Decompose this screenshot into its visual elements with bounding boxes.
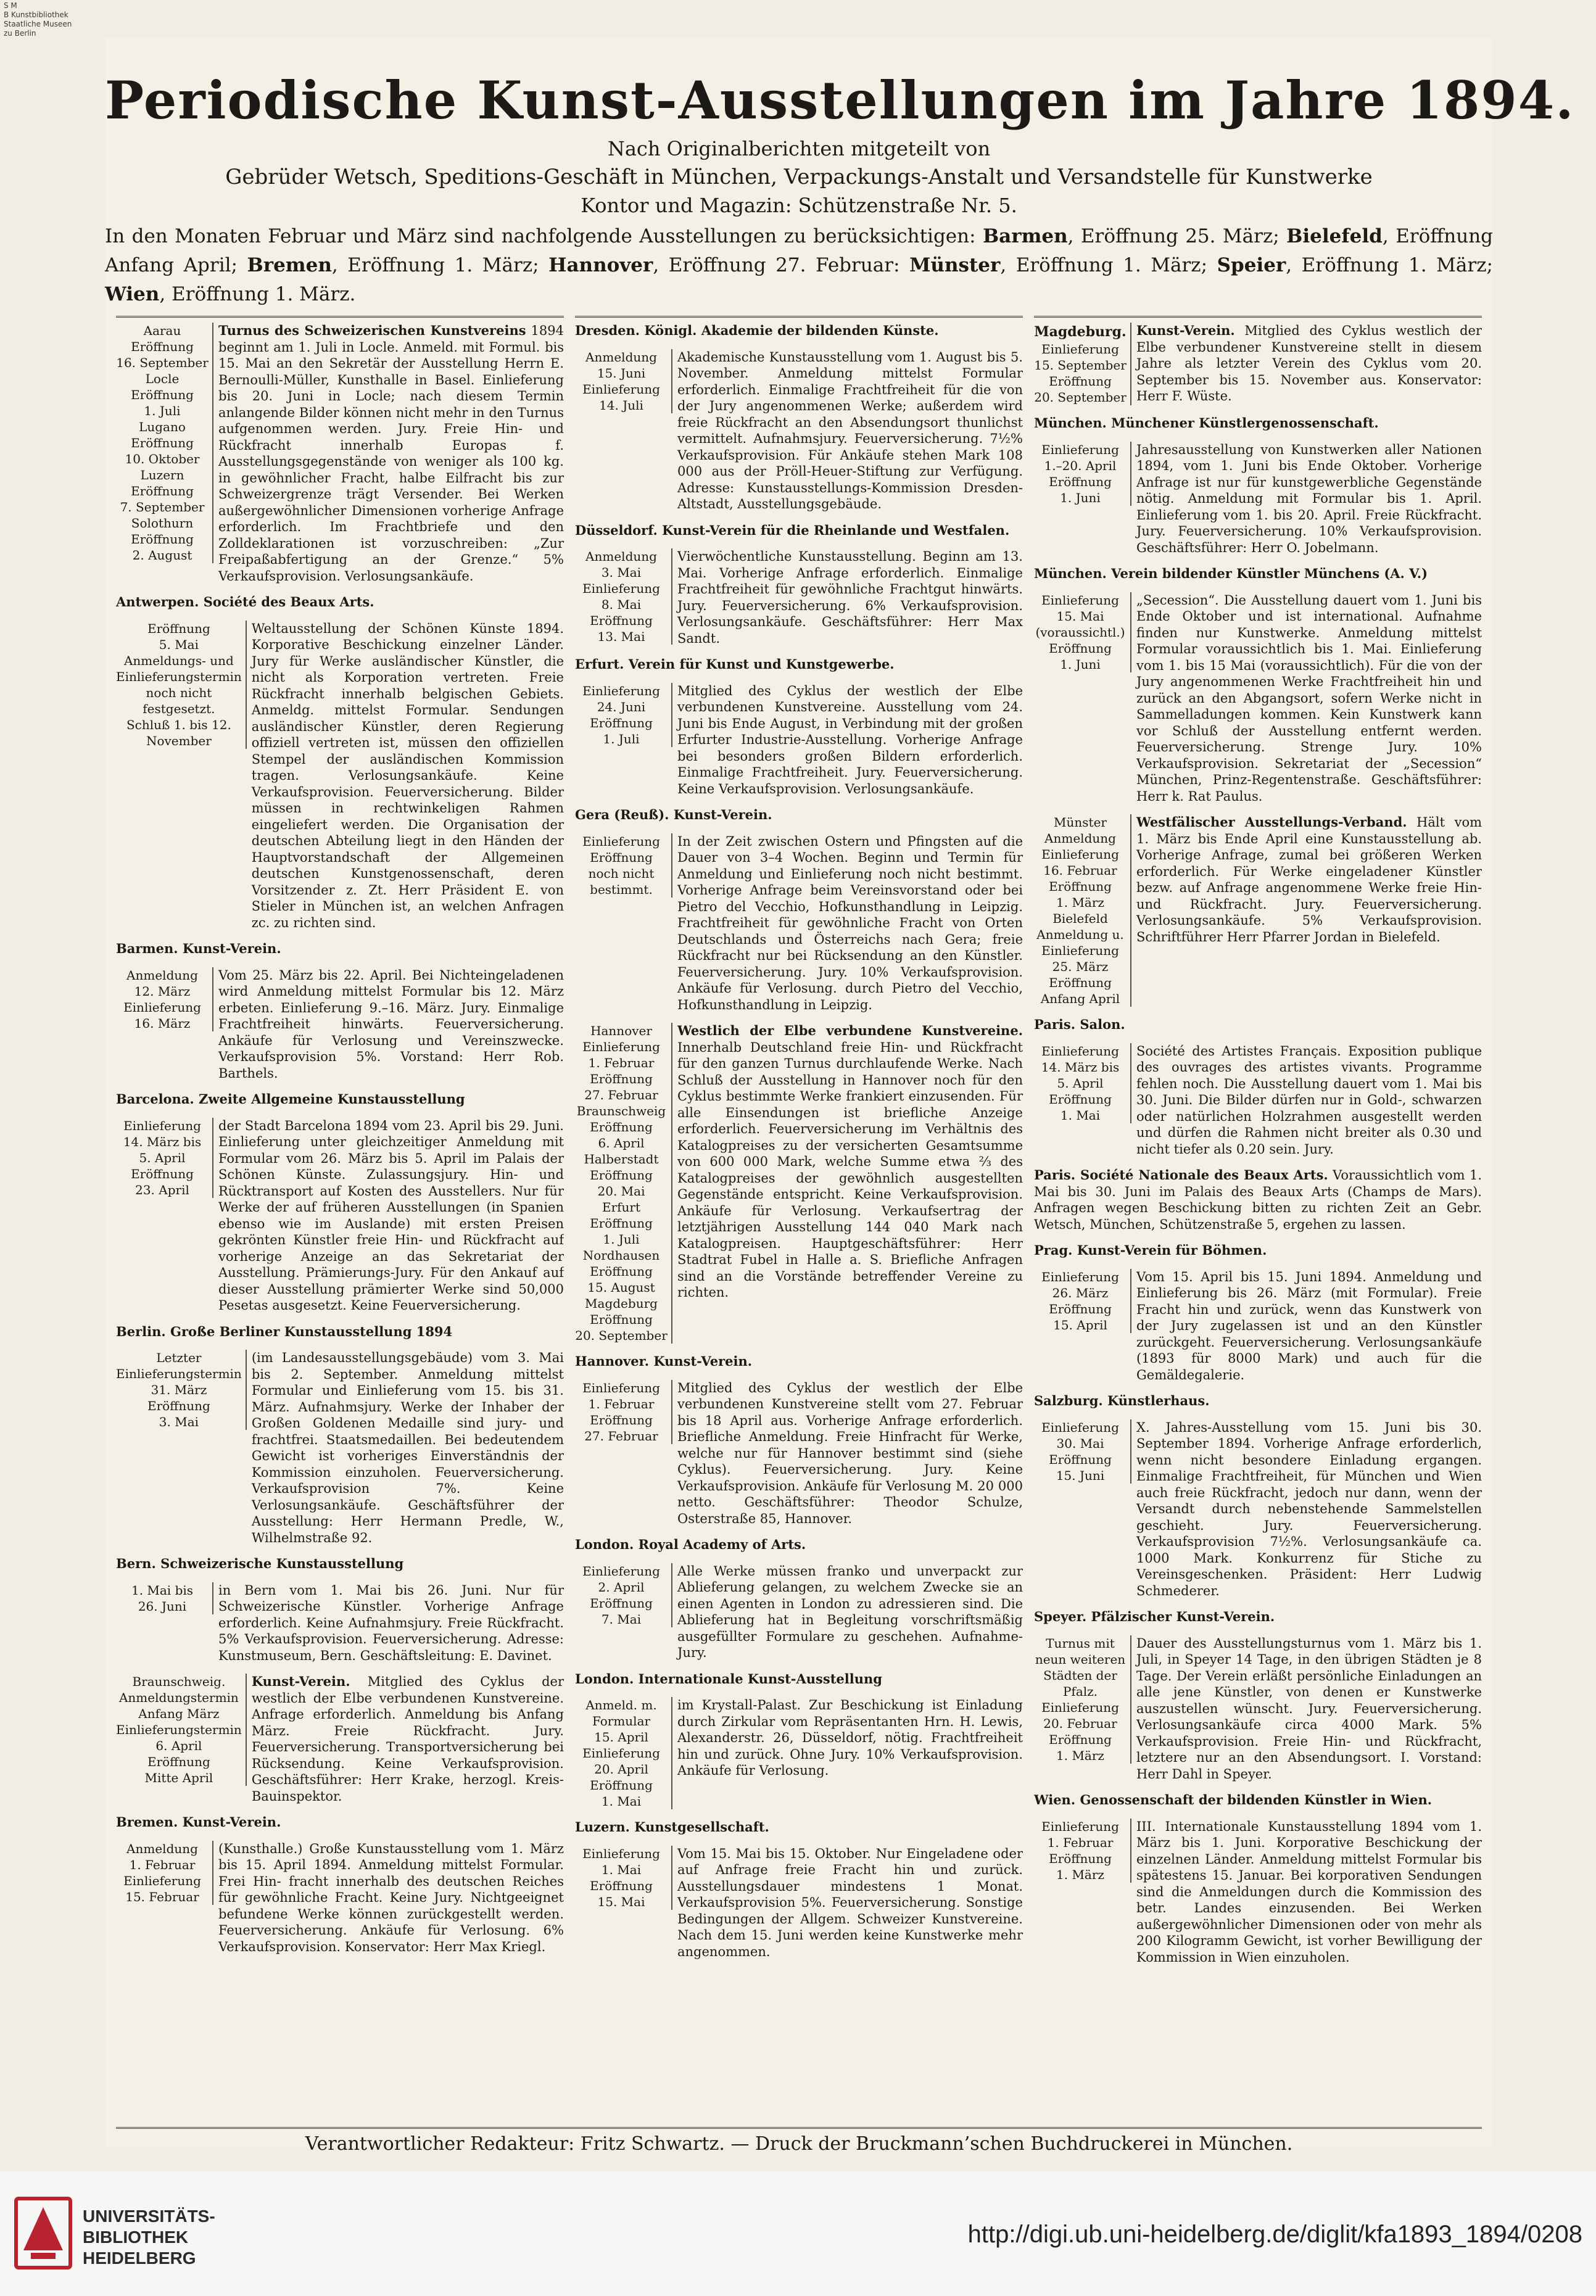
entry-dates [1034, 1635, 1131, 1764]
intro-city: Münster [909, 254, 1001, 276]
entry-body: Mitglied des Cyklus westlich der Elbe verbundener Kunstvereine stellt in diesem Jahre als letzter Verein des Cyklus vom 20. September bis 15. November aus. Konservator: Herr F. Wüste. [1136, 323, 1482, 403]
entry-london1-head [575, 1537, 1023, 1553]
entry-barcelona [116, 1118, 564, 1314]
entry-salzburg [1034, 1419, 1482, 1600]
entry-heading: Westfälischer Ausstellungs-Verband. [1136, 814, 1407, 830]
entry-dates-text: Münster Anmeldung Einlieferung 16. Februar Eröffnung 1. März Bielefeld Anmeldung u. Einlieferung 25. März Eröffnung Anfang April [1036, 815, 1124, 1006]
entry-paris1-head [1034, 1017, 1482, 1033]
intro-date: , Eröffnung 1. März; [1286, 254, 1493, 276]
entry-dates [116, 1350, 247, 1430]
entry-dates-text: 1. Mai bis 26. Juni [131, 1582, 194, 1614]
entry-barmen-head [116, 941, 564, 957]
entry-dates-text: Einlieferung 1. Februar Eröffnung 1. März [1041, 1819, 1119, 1882]
entry-text [1136, 323, 1482, 405]
entry-barcelona-head [116, 1091, 564, 1108]
intro-date: , Eröffnung Anfang April; [105, 225, 1493, 276]
intro-city: Hannover [548, 254, 653, 276]
entry-body: Alle Werke müssen franko und unverpackt zur Ablieferung gelangen, zu welchem Zwecke sie an einen Agenten in London zu adressieren sind. Die Ablieferung hat in Begleitung vorschriftsmäßig ausgefüllter Formulare zu geschehen. Aufnahme-Jury. [677, 1563, 1023, 1660]
subtitle: Nach Originalberichten mitgeteilt von [607, 137, 991, 160]
entry-muenchen2-head [1034, 566, 1482, 582]
entry-heading: Antwerpen. Société des Beaux Arts. [116, 594, 374, 609]
newspaper-page [105, 37, 1575, 2155]
entry-heading: Luzern. Kunstgesellschaft. [575, 1819, 769, 1835]
entry-dates-text: Braunschweig. Anmeldungstermin Anfang März Einlieferungstermin 6. April Eröffnung Mitte April [116, 1674, 242, 1785]
entry-dates-text: Letzter Einlieferungstermin 31. März Eröffnung 3. Mai [116, 1350, 242, 1429]
page-title: Periodische Kunst-Ausstellungen im Jahre 1894. [105, 70, 1575, 131]
entry-prag [1034, 1269, 1482, 1384]
entry-heading: Wien. Genossenschaft der bildenden Künstler in Wien. [1034, 1792, 1433, 1807]
entry-hannover [575, 1380, 1023, 1527]
entry-london2 [575, 1697, 1023, 1809]
entry-dates [116, 323, 213, 563]
entry-dates-text: Hannover Einlieferung 1. Februar Eröffnung 27. Februar Braunschweig Eröffnung 6. April Halberstadt Eröffnung 20. Mai Erfurt Eröffnung 1. Juli Nordhausen Eröffnung 15. August Magdeburg Eröffnung 20. September [575, 1023, 668, 1343]
entry-berlin-head [116, 1324, 564, 1340]
entry-dates-text: Anmeldung 15. Juni Einlieferung 14. Juli [582, 349, 660, 413]
footer-rule [116, 2127, 1482, 2129]
entry-text [1136, 814, 1482, 945]
library-name [83, 2206, 215, 2269]
entry-dates [575, 349, 672, 413]
entry-antwerpen-head [116, 594, 564, 611]
entry-speyer-head [1034, 1609, 1482, 1625]
entry-gera-head [575, 807, 1023, 824]
entry-dates [575, 833, 672, 898]
entry-dates [116, 1118, 213, 1198]
entry-dates-text: Einlieferung 14. März bis 5. April Eröffnung 1. Mai [1041, 1043, 1120, 1123]
entry-dates [1034, 814, 1131, 1007]
entry-dates [116, 621, 247, 749]
entry-heading: Bremen. Kunst-Verein. [116, 1814, 281, 1830]
intro-city: Barmen [982, 225, 1068, 247]
column-right [1034, 316, 1482, 1981]
entry-dates-text: Anmeldung 1. Februar Einlieferung 15. Februar [123, 1841, 201, 1904]
entry-body: Jahresausstellung von Kunstwerken aller Nationen 1894, vom 1. Juni bis Ende Oktober. Vorherige Anfrage ist nur für kunstgewerbliche Gegenstände nötig. Anmeldung mit Formular bis 1. April. Einlieferung vom 1. bis 20. April. Freie Rückfracht. Jury. Feuerversicherung. 10% Verkaufsprovision. Geschäftsführer: Herr O. Jobelmann. [1136, 442, 1482, 555]
entry-erfurt-head [575, 656, 1023, 673]
entry-heading: London. Royal Academy of Arts. [575, 1537, 806, 1552]
library-name-line: BIBLIOTHEK [83, 2228, 189, 2247]
entry-body: Vom 15. Mai bis 15. Oktober. Nur Eingeladene oder auf Anfrage freie Fracht hin und zurück. Ausstellungsdauer mindestens 1 Monat. Verkaufsprovision 5%. Feuerversicherung. Sonstige Bedingungen der Allgem. Schweizer Kunstvereine. Nach dem 15. Juni werden keine Kunstwerke mehr angenommen. [677, 1846, 1023, 1959]
entry-dates [1034, 1819, 1131, 1883]
entry-dates [575, 1563, 672, 1627]
entry-heading: Bern. Schweizerische Kunstausstellung [116, 1556, 404, 1571]
entry-heading: München. Münchener Künstlergenossenschaft. [1034, 415, 1379, 431]
entry-dates-text: Einlieferung 15. September Eröffnung 20. September [1034, 342, 1127, 405]
entry-dates [1034, 323, 1131, 405]
entry-dates-text: Einlieferung 15. Mai (voraussichtl.) Eröffnung 1. Juni [1035, 592, 1125, 672]
entry-dates [575, 1380, 672, 1444]
entry-heading: Gera (Reuß). Kunst-Verein. [575, 807, 772, 822]
entry-muenchen1 [1034, 442, 1482, 556]
entry-dates [575, 683, 672, 747]
entry-heading: Kunst-Verein. [1136, 323, 1235, 338]
entry-body: In der Zeit zwischen Ostern und Pfingsten auf die Dauer von 3–4 Wochen. Beginn und Termin für Anmeldung und Einlieferung noch nicht bestimmt. Vorherige Anfrage beim Vereinsvorstand oder bei Pietro del Vecchio, Hofkunsthandlung in Leipzig. Frachtfreiheit für gewöhnliche Fracht von Orten Deutschlands und Österreichs nach Gera; freie Rückfracht nur bei Rücksendung an den Künstler. Feuerversicherung. Jury. 10% Verkaufsprovision. Ankäufe für Verlosung. durch Pietro del Vecchio, Hofkunsthandlung in Leipzig. [677, 833, 1023, 1012]
entry-body: (Kunsthalle.) Große Kunstausstellung vom 1. März bis 15. April 1894. Anmeldung mittelst Formular. Frei Hin- fracht innerhalb des deutschen Reiches für gewöhnliche Fracht. Keine Jury. Nichtgeeignet befundene Werke können zurückgestellt werden. Feuerversicherung. Ankäufe für Verlosung. 6% Verkaufsprovision. Konservator: Herr Max Kriegl. [218, 1841, 564, 1954]
entry-paris2 [1034, 1167, 1482, 1233]
entry-body: Weltausstellung der Schönen Künste 1894. Korporative Beschickung einzelner Länder. Jury für Werke ausländischer Künstler, die nicht als Korporation vertreten. Freie Rückfracht innerhalb belgischen Gebiets. Anmeldg. mittelst Formular. Sendungen ausländischer Künstler, deren Regierung offiziell vertreten ist, müssen den offiziellen Stempel der ausländischen Kommission tragen. Verlosungsankäufe. Keine Verkaufsprovision. Feuerversicherung. Bilder müssen in rechtwinkeligen Rahmen eingeliefert werden. Die Organisation der deutschen Abteilung liegt in den Händen der Hauptvorstandschaft der Allgemeinen deutschen Kunstgenossenschaft, deren Vorsitzender z. Zt. Herr Präsident E. von Stieler in München ist, an welchen Anfragen zc. zu richten sind. [251, 621, 564, 930]
entry-dates [116, 1674, 247, 1786]
entry-dates [1034, 1043, 1131, 1123]
library-name-line: UNIVERSITÄTS- [83, 2207, 215, 2226]
entry-luzern-head [575, 1819, 1023, 1836]
entry-body: Mitglied des Cyklus der westlich der Elbe verbundenen Kunstvereine stellt vom 27. Februar bis 18 April aus. Vorherige Anfrage erforderlich. Briefliche Anmeldung. Freie Hinfracht für Werke, welche nur für Hannover bestimmt sind (siehe Cyklus). Feuerversicherung. Jury. Keine Verkaufsprovision. Ankäufe für Verlosung M. 20 000 netto. Geschäftsführer: Theodor Schulze, Osterstraße 85, Hannover. [677, 1380, 1023, 1526]
entry-london1 [575, 1563, 1023, 1661]
intro-date: , Eröffnung 1. März. [159, 283, 356, 305]
entry-dates-text: Eröffnung 5. Mai Anmeldungs- und Einlieferungstermin noch nicht festgesetzt. Schluß 1. bis 12. November [116, 621, 242, 748]
entry-dates [1034, 1269, 1131, 1333]
entry-bern-head [116, 1556, 564, 1572]
entry-dates [575, 1846, 672, 1910]
entry-dates-text: Einlieferung 1.–20. April Eröffnung 1. Juni [1041, 442, 1119, 505]
entry-speyer [1034, 1635, 1482, 1783]
column-middle [575, 316, 1023, 1981]
entry-heading: Salzburg. Künstlerhaus. [1034, 1393, 1210, 1408]
entry-body: Vom 25. März bis 22. April. Bei Nichteingeladenen wird Anmeldung mittelst Formular bis 12. März erbeten. Einlieferung 9.–16. März. Jury. Einmalige Frachtfreiheit hinwärts. Feuerversicherung. Ankäufe für Verlosung und Vereinszwecke. Verkaufsprovision 5%. Vorstand: Herr Rob. Barthels. [218, 967, 564, 1081]
entry-city: Magdeburg. [1034, 324, 1127, 340]
entry-dates-text: Turnus mit neun weiteren Städten der Pfalz. Einlieferung 20. Februar Eröffnung 1. März [1035, 1635, 1126, 1763]
entry-dates [116, 1841, 213, 1905]
entry-body: Hält vom 1. März bis Ende April eine Kunstausstellung ab. Vorherige Anfrage, zumal bei größeren Werken erforderlich. Für Werke eingeladener Künstler bezw. auf Anfrage angenommene Werke freie Hin- und Rückfracht. Jury. Feuerversicherung. Verlosungsankäufe. 5% Verkaufsprovision. Schriftführer Herr Pfarrer Jordan in Bielefeld. [1136, 815, 1482, 944]
sender-line: Gebrüder Wetsch, Speditions-Geschäft in München, Verpackungs-Anstalt und Versandstelle für Kunstwerke [225, 165, 1373, 189]
entry-body: Vom 15. April bis 15. Juni 1894. Anmeldung und Einlieferung bis 26. März (mit Formular). Freie Fracht hin und zurück, wenn das Kunstwerk von der Jury zugelassen ist und an den Künstler zurückgeht. Feuerversicherung. Verlosungsankäufe (1893 für 8000 Mark) und auch für die Gemäldegalerie. [1136, 1269, 1482, 1382]
university-seal-icon [12, 2194, 74, 2273]
library-banner [0, 2171, 1596, 2296]
scan-stamp-line: Staatliche Museen [4, 20, 72, 28]
entry-dresden-head [575, 323, 1023, 339]
entry-heading: Speyer. Pfälzischer Kunst-Verein. [1034, 1609, 1275, 1624]
entry-heading: Kunst-Verein. [251, 1674, 350, 1689]
entry-heading: London. Internationale Kunst-Ausstellung [575, 1670, 882, 1687]
entry-dates [575, 1023, 672, 1344]
scan-stamp-line: B Kunstbibliothek [4, 10, 68, 19]
entry-body: Vierwöchentliche Kunstausstellung. Beginn am 13. Mai. Vorherige Anfrage erforderlich. Einmalige Frachtfreiheit für gewöhnliche Frachtgut hinwärts. Jury. Feuerversicherung. 6% Verkaufsprovision. Verlosungsankäufe. Geschäftsführer: Herr Max Sandt. [677, 549, 1023, 646]
intro-date: , Eröffnung 25. März; [1067, 225, 1287, 247]
entry-heading: Paris. Salon. [1034, 1017, 1125, 1032]
entry-london2-head [575, 1671, 1023, 1688]
entry-dates [116, 967, 213, 1031]
entry-heading: Düsseldorf. Kunst-Verein für die Rheinlande und Westfalen. [575, 522, 1010, 538]
entry-heading: Turnus des Schweizerischen Kunstvereins [218, 323, 526, 338]
entry-westfalen [1034, 814, 1482, 1007]
column-left [116, 316, 564, 1981]
entry-dates-text: Anmeldung 12. März Einlieferung 16. März [123, 967, 201, 1031]
intro-city: Bielefeld [1286, 225, 1383, 247]
entry-wien-head [1034, 1792, 1482, 1809]
entry-heading: Barcelona. Zweite Allgemeine Kunstausstellung [116, 1091, 465, 1107]
entry-muenchen2 [1034, 592, 1482, 805]
intro-date: , Eröffnung 27. Februar: [653, 254, 910, 276]
entry-body: Dauer des Ausstellungsturnus vom 1. März bis 1. Juli, in Speyer 14 Tage, in den übrigen Städten je 8 Tage. Der Verein erläßt persönliche Einladungen an alle jene Künstler, von denen er Kunstwerke auszustellen wünscht. Jury. Feuerversicherung. Verlosungsankäufe circa 4000 Mark. 5% Verkaufsprovision. Freie Hin- und Rückfracht, letztere nur an den Absendungsort. I. Vorstand: Herr Dahl in Speyer. [1136, 1635, 1482, 1782]
entry-dates-text: Einlieferung 14. März bis 5. April Eröffnung 23. April [123, 1118, 202, 1197]
entry-dates-text: Einlieferung 1. Februar Eröffnung 27. Februar [582, 1380, 660, 1443]
entry-body: in Bern vom 1. Mai bis 26. Juni. Nur für Schweizerische Künstler. Vorherige Anfrage erforderlich. Keine Aufnahmsjury. Freie Rückfracht. 5% Verkaufsprovision. Feuerversicherung. Adresse: Kunstmuseum, Bern. Geschäftsleitung: E. Davinet. [218, 1582, 564, 1663]
intro-date: , Eröffnung 1. März; [1000, 254, 1217, 276]
entry-body: im Krystall-Palast. Zur Beschickung ist Einladung durch Zirkular vom Repräsentanten Hrn. H. Lewis, Alexanderstr. 26, Düsseldorf, nötig. Frachtfreiheit hin und zurück. Ohne Jury. 10% Verkaufsprovision. Ankäufe für Verlosung. [677, 1698, 1023, 1778]
entry-heading: Westlich der Elbe verbundene Kunstvereine. [677, 1023, 1023, 1038]
entry-heading: Berlin. Große Berliner Kunstausstellung 1894 [116, 1323, 453, 1339]
entry-bern [116, 1582, 564, 1664]
entry-dates [575, 1697, 672, 1809]
intro-date: , Eröffnung 1. März; [331, 254, 549, 276]
entry-body: Innerhalb Deutschland freie Hin- und Rückfracht für den ganzen Turnus durchlaufende Werke. Nach Schluß der Ausstellung in Hannover noch für den Cyklus bestimmte Werke frankiert einzusenden. Für alle Einsendungen ist briefliche Anzeige erforderlich. Feuerversicherung im Verhältnis des Katalogpreises zu der versicherten Gesamtsumme von 600 000 Mark, welche Summe etwa ⅔ des Katalogpreises der gewöhnlich ausgestellten Gegenstände entspricht. Keine Verkaufsprovision. Ankäufe für Verlosung. Verkaufsertrag der letztjährigen Ausstellung 144 040 Mark nach Katalogpreisen. Hauptgeschäftsführer: Herr Stadtrat Fubel in Halle a. S. Briefliche Anfragen sind an die Vorstände betreffender Vereine zu richten. [677, 1039, 1023, 1300]
entry-text [677, 1023, 1023, 1301]
scan-stamp-line: S M [4, 1, 17, 10]
entry-body: „Secession“. Die Ausstellung dauert vom 1. Juni bis Ende Oktober und ist international. Aufnahme finden nur Kunstwerke. Anmeldung mittelst Formular voraussichtlich bis 1. Mai. Einlieferung vom 1. bis 15 Mai (voraussichtlich). Für die von der Jury angenommenen Werke Frachtfreiheit hin und zurück an den Abgangsort, sofern Werke nicht in Sammelladungen kommen. Kein Kunstwerk kann vor Schluß der Ausstellung entfernt werden. Feuerversicherung. Strenge Jury. 10% Verkaufsprovision. Sekretariat der „Secession“ München, Prinz-Regentenstraße. Geschäftsführer: Herr k. Rat Paulus. [1136, 592, 1482, 804]
entry-barmen [116, 967, 564, 1082]
entry-luzern [575, 1846, 1023, 1960]
entry-body: Akademische Kunstausstellung vom 1. August bis 5. November. Anmeldung mittelst Formular erforderlich. Einmalige Frachtfreiheit für die von der Jury angenommenen Werke; außerdem wird freie Rückfracht an den Absendungsort thunlichst vermittelt. Aufnahmsjury. Feuerversicherung. 7½% Verkaufsprovision. Für Ankäufe stehen Mark 108 000 aus der Pröll-Heuer-Stiftung zur Verfügung. Adresse: Kunstausstellungs-Kommission Dresden-Altstadt, Ausstellungsgebäude. [677, 349, 1023, 511]
entry-cyklus [575, 1023, 1023, 1344]
entry-antwerpen [116, 621, 564, 931]
entry-prag-head [1034, 1242, 1482, 1259]
entry-dates-text: Einlieferung 1. Mai Eröffnung 15. Mai [582, 1846, 660, 1909]
entry-body: X. Jahres-Ausstellung vom 15. Juni bis 30. September 1894. Vorherige Anfrage erforderlich, wenn nicht besondere Einladung ergangen. Einmalige Frachtfreiheit, für München und Wien auch freie Rückfracht, jedoch nur dann, wenn der Versandt durch nebenstehende Sammelstellen geschieht. Jury. Feuerversicherung. Verkaufsprovision 7½%. Verlosungsankäufe ca. 1000 Mark. Konkurrenz für Stiche zu Vereinsgeschenken. Präsident: Herr Ludwig Schmederer. [1136, 1419, 1482, 1598]
entry-text [252, 1674, 564, 1804]
entry-body: 1894 beginnt am 1. Juli in Locle. Anmeld. mit Formul. bis 15. Mai an den Sekretär der Ausstellung Herrn E. Bernoulli-Müller, Kunsthalle in Basel. Einlieferung bis 20. Juni in Locle; nach diesem Termin anlangende Bilder können nicht mehr in den Turnus aufgenommen werden. Jury. Freie Hin- und Rückfracht innerhalb Europas f. Ausstellungsgegenstände von weniger als 100 kg. in gewöhnlicher Fracht, halbe Eilfracht bis zur Schweizergrenze trägt Versender. Bei Werken außergewöhnlicher Dimensionen vorherige Anfrage erforderlich. Im Frachtbriefe und den Zolldeklarationen ist vorzuschreiben: „Zur Freipaßabfertigung an der Grenze.“ 5% Verkaufsprovision. Verlosungsankäufe. [218, 323, 564, 584]
document-url-link[interactable]: http://digi.ub.uni-heidelberg.de/diglit/kfa1893_1894/0208 [967, 2221, 1582, 2248]
entry-heading: Barmen. Kunst-Verein. [116, 941, 281, 956]
entry-dates [575, 548, 672, 645]
entry-bremen-head [116, 1814, 564, 1831]
entry-body: Mitglied des Cyklus der westlich der Elbe verbundenen Kunstvereine. Anfrage erforderlich. Anmeldung bis Anfang März. Freie Rückfracht. Jury. Feuerversicherung. Transportversicherung bei Rücksendung. Keine Verkaufsprovision. Geschäftsführer: Herr Krake, herzogl. Kreis-Bauinspektor. [251, 1674, 564, 1804]
entry-text [218, 323, 564, 584]
entry-braunschweig [116, 1674, 564, 1804]
entry-schweiz [116, 323, 564, 584]
entry-dates [116, 1582, 213, 1614]
library-name-line: HEIDELBERG [83, 2249, 196, 2268]
entry-dates-text: Einlieferung Eröffnung noch nicht bestimmt. [582, 833, 660, 897]
entry-dates-text: Einlieferung 26. März Eröffnung 15. April [1041, 1269, 1119, 1332]
entry-body: Mitglied des Cyklus der westlich der Elbe verbundenen Kunstvereine. Ausstellung vom 24. Juni bis Ende August, in Verbindung mit der großen Erfurter Industrie-Ausstellung. Vorherige Anfrage bei besonders großen Bildern erforderlich. Einmalige Frachtfreiheit. Jury. Feuerversicherung. Keine Verkaufsprovision. Verlosungsankäufe. [677, 683, 1023, 796]
intro-city: Speier [1217, 254, 1286, 276]
listing-columns [116, 316, 1482, 1981]
entry-heading: Prag. Kunst-Verein für Böhmen. [1034, 1242, 1267, 1258]
entry-dresden [575, 349, 1023, 513]
entry-body: der Stadt Barcelona 1894 vom 23. April bis 29. Juni. Einlieferung unter gleichzeitiger Anmeldung mit Formular vom 26. März bis 5. April im Palais der Schönen Künste. Zulassungsjury. Hin- und Rücktransport auf Kosten des Ausstellers. Nur für Werke der auf früheren Ausstellungen (in Spanien ebenso wie im Auslande) mit ersten Preisen gekrönten Künstler freie Hin- und Rückfracht auf vorherige Anzeige an das Sekretariat der Ausstellung. Prämierungs-Jury. Für den Ankauf auf dieser Ausstellung prämierter Werke sind 50,000 Pesetas ausgesetzt. Keine Feuerversicherung. [218, 1118, 564, 1313]
entry-heading: Erfurt. Verein für Kunst und Kunstgewerbe. [575, 656, 895, 672]
entry-body: Société des Artistes Français. Exposition publique des ouvrages des artistes vivants. Programme fehlen noch. Die Ausstellung dauert vom 1. Mai bis 30. Juni. Die Bilder dürfen nur in Gold-, schwarzen oder natürlichen Holzrahmen ausgestellt werden und dürfen die Rahmen nicht breiter als 0.30 und nicht tiefer als 0.20 sein. Jury. [1136, 1043, 1482, 1157]
entry-duesseldorf [575, 548, 1023, 646]
entry-erfurt [575, 683, 1023, 798]
entry-dates [1034, 442, 1131, 506]
scan-stamp [4, 1, 96, 38]
entry-muenchen1-head [1034, 415, 1482, 432]
scan-stamp-line: zu Berlin [4, 29, 36, 38]
entry-dates-text: Einlieferung 2. April Eröffnung 7. Mai [582, 1563, 660, 1627]
entry-heading: München. Verein bildender Künstler Münchens (A. V.) [1034, 566, 1428, 581]
entry-heading: Dresden. Königl. Akademie der bildenden Künste. [575, 323, 939, 338]
entry-salzburg-head [1034, 1393, 1482, 1410]
entry-bremen [116, 1841, 564, 1955]
entry-dates-text: Einlieferung 24. Juni Eröffnung 1. Juli [582, 683, 660, 746]
intro-city: Wien [105, 283, 160, 305]
entry-gera [575, 833, 1023, 1014]
entry-dates-text: Anmeld. m. Formular 15. April Einlieferung 20. April Eröffnung 1. Mai [582, 1698, 660, 1809]
entry-dates [1034, 1419, 1131, 1484]
entry-berlin [116, 1350, 564, 1546]
entry-duesseldorf-head [575, 522, 1023, 539]
entry-hannover-head [575, 1353, 1023, 1370]
footer-credit: Verantwortlicher Redakteur: Fritz Schwartz. — Druck der Bruckmann’schen Buchdruckerei in München. [305, 2133, 1293, 2155]
entry-dates [1034, 592, 1131, 672]
entry-wien [1034, 1819, 1482, 1966]
entry-dates-text: Anmeldung 3. Mai Einlieferung 8. Mai Eröffnung 13. Mai [582, 549, 660, 644]
entry-magdeburg [1034, 323, 1482, 405]
entry-dates-text: Einlieferung 30. Mai Eröffnung 15. Juni [1041, 1419, 1119, 1483]
entry-body: (im Landesausstellungsgebäude) vom 3. Mai bis 2. September. Anmeldung mittelst Formular und Einlieferung vom 15. bis 31. März. Aufnahmsjury. Werke der Inhaber der Großen Goldenen Medaille sind jury- und frachtfrei. Staatsmedaillen. Bei bedeutendem Gewicht ist vorheriges Einverständnis der Kommission einzuholen. Feuerversicherung. Verkaufsprovision 7%. Keine Verlosungsankäufe. Geschäftsführer der Ausstellung: Herr Hermann Predle, W., Wilhelmstraße 92. [251, 1350, 564, 1545]
entry-heading: Paris. Société Nationale des Beaux Arts. [1034, 1167, 1328, 1183]
office-line: Kontor und Magazin: Schützenstraße Nr. 5. [581, 194, 1017, 217]
entry-paris1 [1034, 1043, 1482, 1158]
entry-dates-text: Aarau Eröffnung 16. September Locle Eröffnung 1. Juli Lugano Eröffnung 10. Oktober Luzern Eröffnung 7. September Solothurn Eröffnung 2. August [116, 323, 209, 563]
intro-paragraph [105, 222, 1493, 309]
intro-city: Bremen [247, 254, 332, 276]
entry-heading: Hannover. Kunst-Verein. [575, 1353, 753, 1369]
intro-lead: In den Monaten Februar und März sind nachfolgende Ausstellungen zu berücksichtigen: [105, 225, 983, 247]
entry-body: III. Internationale Kunstausstellung 1894 vom 1. März bis 1. Juni. Korporative Beschickung der einzelnen Länder. Anmeldung mittelst Formular bis spätestens 15. Januar. Bei korporativen Sendungen sind die Anmeldungen durch die Kommission des betr. Landes einzusenden. Bei Werken außergewöhnlicher Dimensionen oder von mehr als 200 Kilogramm Gewicht, ist vorher Bewilligung der Kommission in Wien einzuholen. [1136, 1819, 1482, 1965]
entry-body: Voraussichtlich vom 1. Mai bis 30. Juni im Palais des Beaux Arts (Champs de Mars). Anfragen wegen Beschickung bitten zu richten Zeit an Gebr. Wetsch, München, Schützenstraße 5, ergehen zu lassen. [1034, 1168, 1482, 1232]
